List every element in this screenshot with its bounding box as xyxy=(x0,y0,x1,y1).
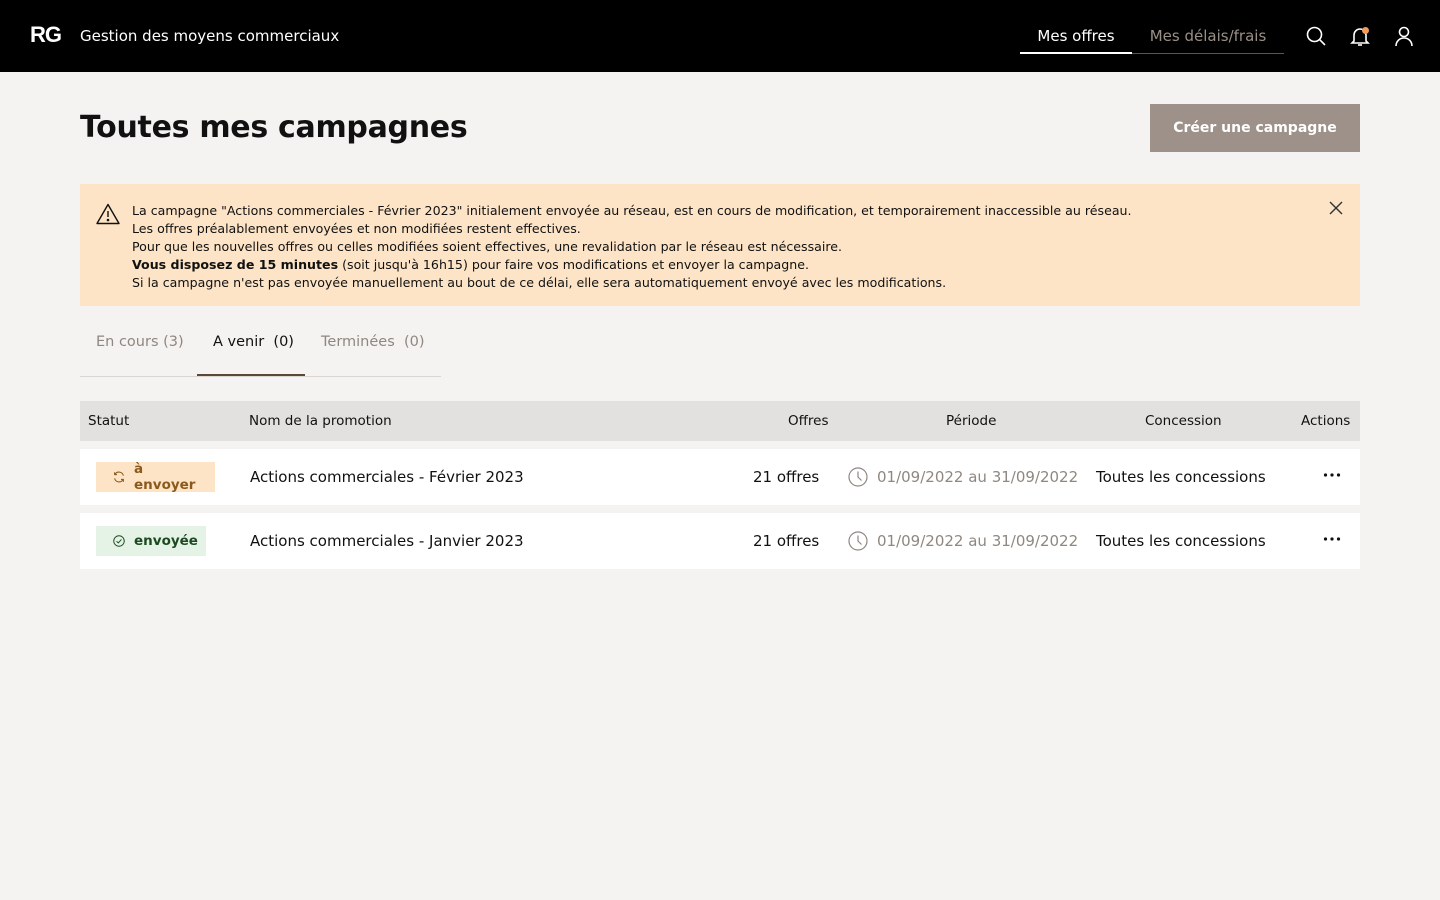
status-label: à envoyer xyxy=(134,461,196,493)
alert-deadline: Vous disposez de 15 minutes xyxy=(132,257,339,272)
alert-line: Les offres préalablement envoyées et non modifiées restent effectives. xyxy=(132,221,581,236)
refresh-icon xyxy=(112,470,126,484)
alert-line xyxy=(132,256,1252,274)
tab-a-venir[interactable]: A venir (0) xyxy=(213,334,294,350)
concession-value: Toutes les concessions xyxy=(1096,532,1266,550)
close-icon[interactable] xyxy=(1328,200,1344,216)
tab-terminees[interactable]: Terminées (0) xyxy=(321,334,425,350)
nav-active-indicator xyxy=(1020,52,1132,54)
status-label: envoyée xyxy=(134,533,198,549)
page-title: Toutes mes campagnes xyxy=(80,110,468,145)
period-value: 01/09/2022 au 31/09/2022 xyxy=(877,532,1079,550)
status-badge xyxy=(96,526,206,556)
column-header-nom: Nom de la promotion xyxy=(249,413,392,429)
alert-line: La campagne "Actions commerciales - Février 2023" initialement envoyée au réseau, est en cours de modification, et temporairement inaccessible au réseau. xyxy=(132,203,1132,218)
column-header-statut: Statut xyxy=(88,413,130,429)
alert-deadline-detail: (soit jusqu'à 16h15) pour faire vos modifications et envoyer la campagne. xyxy=(338,257,810,272)
clock-icon xyxy=(847,466,869,488)
alert-line: Pour que les nouvelles offres ou celles modifiées soient effectives, une revalidation par le réseau est nécessaire. xyxy=(132,239,843,254)
concession-value: Toutes les concessions xyxy=(1096,468,1266,486)
tab-active-indicator xyxy=(197,374,305,376)
alert-message xyxy=(132,202,1252,292)
offers-count: 21 offres xyxy=(753,532,820,550)
period-value: 01/09/2022 au 31/09/2022 xyxy=(877,468,1079,486)
column-header-offres: Offres xyxy=(788,413,829,429)
promotion-name[interactable]: Actions commerciales - Janvier 2023 xyxy=(250,532,524,550)
more-actions-icon[interactable] xyxy=(1320,463,1344,487)
create-campaign-button[interactable]: Créer une campagne xyxy=(1150,104,1360,152)
period-cell xyxy=(847,530,1078,552)
warning-alert xyxy=(80,184,1360,306)
period-cell xyxy=(847,466,1078,488)
offers-count: 21 offres xyxy=(753,468,820,486)
notification-dot xyxy=(1362,27,1369,34)
clock-icon xyxy=(847,530,869,552)
more-actions-icon[interactable] xyxy=(1320,527,1344,551)
alert-line: Si la campagne n'est pas envoyée manuellement au bout de ce délai, elle sera automatiquement envoyé avec les modifications. xyxy=(132,275,947,290)
check-circle-icon xyxy=(112,534,126,548)
warning-icon xyxy=(96,202,120,226)
status-badge xyxy=(96,462,215,492)
promotion-name[interactable]: Actions commerciales - Février 2023 xyxy=(250,468,524,486)
top-navigation-bar xyxy=(0,0,1440,72)
nav-divider xyxy=(1132,53,1284,54)
table-header xyxy=(80,401,1360,441)
nav-tab-mes-delais-frais[interactable]: Mes délais/frais xyxy=(1149,27,1267,45)
nav-tab-mes-offres[interactable]: Mes offres xyxy=(1037,27,1115,45)
search-icon[interactable] xyxy=(1304,24,1328,48)
user-icon[interactable] xyxy=(1392,24,1416,48)
app-logo[interactable]: RG xyxy=(30,22,61,47)
column-header-concession: Concession xyxy=(1145,413,1222,429)
tab-en-cours[interactable]: En cours (3) xyxy=(96,334,184,350)
column-header-actions: Actions xyxy=(1301,413,1351,429)
column-header-periode: Période xyxy=(946,413,997,429)
campaign-tabs xyxy=(80,324,441,377)
app-title: Gestion des moyens commerciaux xyxy=(80,27,340,45)
table-row[interactable] xyxy=(80,513,1360,569)
table-row[interactable] xyxy=(80,449,1360,505)
